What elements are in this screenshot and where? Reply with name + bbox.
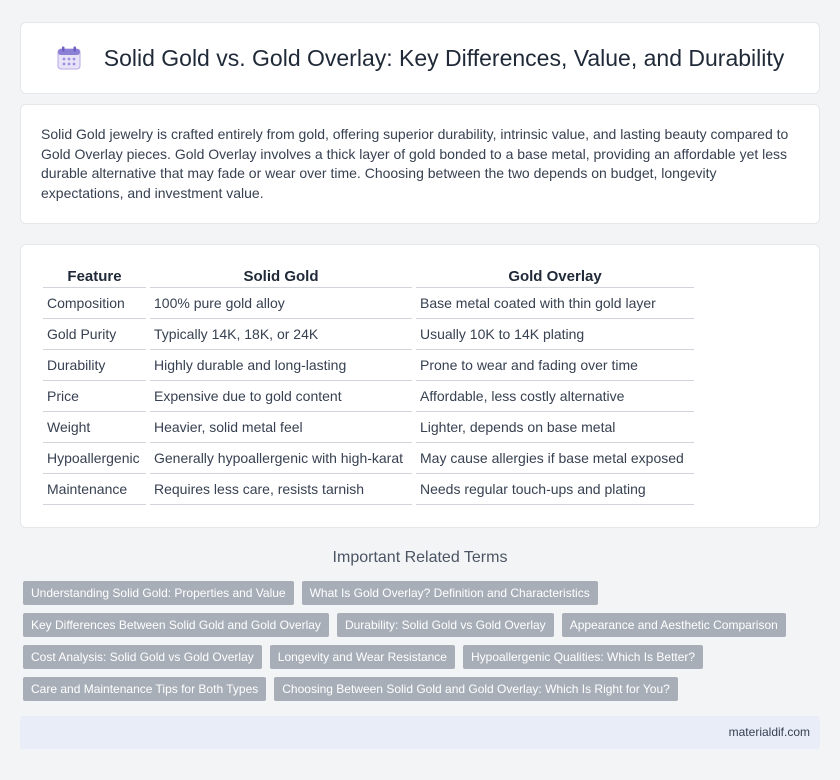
table-cell: May cause allergies if base metal exposed — [416, 443, 694, 474]
footer — [20, 716, 820, 749]
table-cell: Heavier, solid metal feel — [150, 412, 412, 443]
related-term-tag[interactable]: What Is Gold Overlay? Definition and Characteristics — [302, 581, 598, 605]
table-cell: Base metal coated with thin gold layer — [416, 288, 694, 319]
page-title: Solid Gold vs. Gold Overlay: Key Differences, Value, and Durability — [103, 44, 785, 71]
tag-row — [23, 677, 803, 701]
table-cell: 100% pure gold alloy — [150, 288, 412, 319]
calendar-icon — [56, 45, 82, 71]
table-cell: Affordable, less costly alternative — [416, 381, 694, 412]
related-term-tag[interactable]: Choosing Between Solid Gold and Gold Overlay: Which Is Right for You? — [274, 677, 678, 701]
table-cell: Lighter, depends on base metal — [416, 412, 694, 443]
intro-card — [20, 104, 820, 224]
related-term-tag[interactable]: Care and Maintenance Tips for Both Types — [23, 677, 266, 701]
table-row — [43, 381, 694, 412]
table-cell: Weight — [43, 412, 146, 443]
column-header-solid-gold: Solid Gold — [150, 265, 412, 288]
tag-row — [23, 581, 803, 605]
tag-row — [23, 645, 803, 669]
related-terms-list — [23, 581, 803, 709]
table-cell: Typically 14K, 18K, or 24K — [150, 319, 412, 350]
table-row — [43, 350, 694, 381]
table-row — [43, 474, 694, 505]
table-header-row — [43, 265, 694, 288]
table-row — [43, 412, 694, 443]
related-term-tag[interactable]: Longevity and Wear Resistance — [270, 645, 455, 669]
footer-site-link[interactable]: materialdif.com — [728, 725, 810, 739]
related-term-tag[interactable]: Key Differences Between Solid Gold and Gold Overlay — [23, 613, 329, 637]
related-term-tag[interactable]: Hypoallergenic Qualities: Which Is Better? — [463, 645, 703, 669]
page-header — [20, 22, 820, 94]
table-cell: Expensive due to gold content — [150, 381, 412, 412]
table-cell: Prone to wear and fading over time — [416, 350, 694, 381]
comparison-card — [20, 244, 820, 528]
table-row — [43, 319, 694, 350]
intro-text: Solid Gold jewelry is crafted entirely from gold, offering superior durability, intrinsic value, and lasting beauty compared to Gold Overlay pieces. Gold Overlay involves a thick layer of gold bonded to a base metal, providing an affordable yet less durable alternative that may fade or wear over time. Choosing between the two depends on budget, longevity expectations, and investment value. — [41, 126, 789, 201]
related-term-tag[interactable]: Appearance and Aesthetic Comparison — [562, 613, 786, 637]
table-row — [43, 443, 694, 474]
table-cell: Generally hypoallergenic with high-karat — [150, 443, 412, 474]
table-cell: Composition — [43, 288, 146, 319]
tag-row — [23, 613, 803, 637]
related-terms-title: Important Related Terms — [332, 549, 508, 566]
table-cell: Gold Purity — [43, 319, 146, 350]
table-cell: Durability — [43, 350, 146, 381]
table-cell: Requires less care, resists tarnish — [150, 474, 412, 505]
column-header-feature: Feature — [43, 265, 146, 288]
table-cell: Usually 10K to 14K plating — [416, 319, 694, 350]
table-cell: Maintenance — [43, 474, 146, 505]
table-cell: Highly durable and long-lasting — [150, 350, 412, 381]
comparison-table — [39, 265, 698, 505]
related-term-tag[interactable]: Durability: Solid Gold vs Gold Overlay — [337, 613, 554, 637]
column-header-gold-overlay: Gold Overlay — [416, 265, 694, 288]
table-cell: Needs regular touch-ups and plating — [416, 474, 694, 505]
related-term-tag[interactable]: Cost Analysis: Solid Gold vs Gold Overlay — [23, 645, 262, 669]
table-row — [43, 288, 694, 319]
related-term-tag[interactable]: Understanding Solid Gold: Properties and Value — [23, 581, 294, 605]
table-cell: Hypoallergenic — [43, 443, 146, 474]
table-cell: Price — [43, 381, 146, 412]
